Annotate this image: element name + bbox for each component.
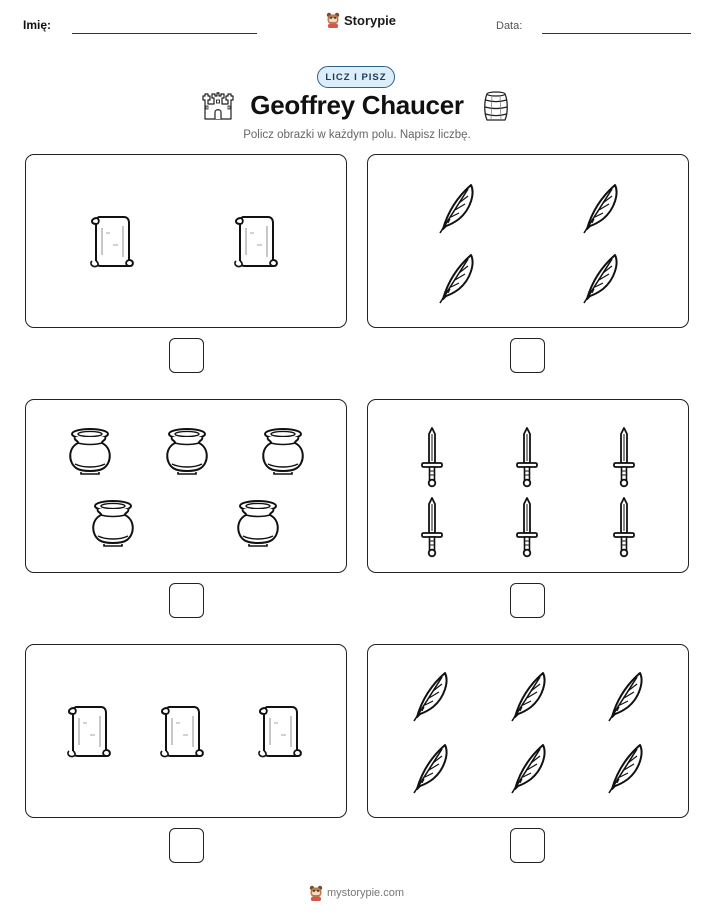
answer-box-5[interactable]	[169, 828, 204, 863]
feather-icon	[579, 179, 623, 235]
sword-icon	[612, 426, 636, 488]
answer-box-2[interactable]	[510, 338, 545, 373]
worksheet-title: Geoffrey Chaucer	[250, 90, 464, 120]
footer-url[interactable]: mystorypie.com	[327, 887, 405, 899]
sword-icon	[420, 426, 444, 488]
feather-icon	[409, 739, 453, 795]
storypie-logo	[326, 12, 396, 28]
feather-icon	[604, 739, 648, 795]
date-write-line[interactable]	[542, 33, 691, 34]
name-write-line[interactable]	[72, 33, 257, 34]
answer-box-1[interactable]	[169, 338, 204, 373]
name-label: Imię:	[23, 18, 52, 32]
scroll-icon	[64, 701, 114, 763]
pot-icon	[88, 498, 138, 548]
date-label: Data:	[496, 20, 523, 32]
pot-icon	[233, 498, 283, 548]
feather-icon	[409, 667, 453, 723]
counting-panel-2	[367, 154, 689, 328]
feather-icon	[579, 249, 623, 305]
counting-panel-1	[25, 154, 347, 328]
bear-mascot-icon	[326, 12, 340, 28]
counting-panel-6	[367, 644, 689, 818]
sword-icon	[420, 496, 444, 558]
feather-icon	[435, 179, 479, 235]
feather-icon	[435, 249, 479, 305]
answer-box-3[interactable]	[169, 583, 204, 618]
scroll-icon	[255, 701, 305, 763]
scroll-icon	[157, 701, 207, 763]
feather-icon	[507, 667, 551, 723]
footer	[309, 885, 404, 901]
pot-icon	[65, 426, 115, 476]
sword-icon	[515, 496, 539, 558]
answer-box-4[interactable]	[510, 583, 545, 618]
sword-icon	[612, 496, 636, 558]
scroll-icon	[87, 211, 137, 273]
feather-icon	[507, 739, 551, 795]
pot-icon	[258, 426, 308, 476]
answer-box-6[interactable]	[510, 828, 545, 863]
feather-icon	[604, 667, 648, 723]
bear-mascot-icon	[309, 885, 323, 901]
pot-icon	[162, 426, 212, 476]
counting-panel-5	[25, 644, 347, 818]
counting-panel-4	[367, 399, 689, 573]
barrel-icon	[483, 91, 509, 123]
brand-name: Storypie	[344, 12, 397, 28]
counting-panel-3	[25, 399, 347, 573]
scroll-icon	[231, 211, 281, 273]
instruction-text: Policz obrazki w każdym polu. Napisz liczbę.	[243, 129, 471, 141]
sword-icon	[515, 426, 539, 488]
activity-badge: LICZ I PISZ	[317, 66, 395, 88]
